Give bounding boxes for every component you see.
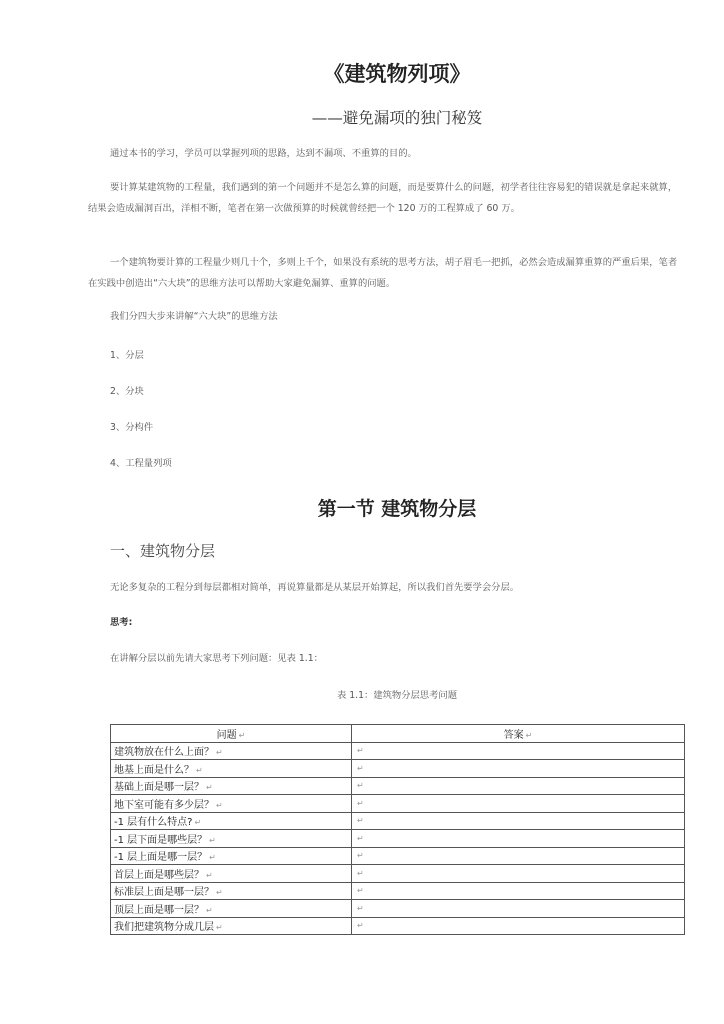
table-header-row [111,725,685,743]
paragraph-mark: ↵ [238,730,246,740]
paragraph-mark: ↵ [357,886,364,896]
table-row [111,812,685,830]
paragraph-mark: ↵ [357,816,364,826]
question-text: 地基上面是什么？ [114,764,194,776]
question-cell [111,900,352,918]
paragraph-mark: ↵ [196,765,203,775]
paragraph-mark: ↵ [194,818,202,828]
paragraph-mark: ↵ [357,921,364,931]
answer-cell [352,847,685,865]
document-title: 《建筑物列项》 [323,61,471,86]
paragraph-1: 要计算某建筑物的工程量，我们遇到的第一个问题并不是怎么算的问题，而是要算什么的问题，初学者往往容易犯的错误就是拿起来就算，结果会造成漏洞百出，洋相不断，笔者在第一次做预算的时候就曾经把一个 120 万的工程算成了 60 万。 [88,182,678,214]
paragraph-mark: ↵ [357,851,364,861]
section-title: 第一节 建筑物分层 [317,498,477,520]
table-row [111,777,685,795]
question-cell [111,812,352,830]
table-row [111,847,685,865]
paragraph-mark: ↵ [357,781,364,791]
question-text: -1 层有什么特点? [114,817,193,829]
paragraph-mark: ↵ [216,748,223,758]
answer-cell [352,830,685,848]
paragraph-mark: ↵ [357,798,364,808]
header-label: 问题 [216,729,237,741]
step-item: 3、分构件 [110,422,154,433]
paragraph-mark: ↵ [357,833,364,843]
paragraph-mark: ↵ [206,870,213,880]
question-text: 建筑物放在什么上面？ [114,747,214,759]
question-text: 首层上面是哪些层？ [114,869,204,881]
table-row [111,742,685,760]
step-item: 1、分层 [110,350,144,361]
answer-cell [352,795,685,813]
question-text: -1 层上面是哪一层？ [114,852,208,864]
answer-cell [352,882,685,900]
paragraph-mark: ↵ [216,888,223,898]
question-text: 标准层上面是哪一层？ [114,887,214,899]
table-caption: 表 1.1：建筑物分层思考问题 [336,690,457,701]
question-cell [111,865,352,883]
paragraph-4: 无论多复杂的工程分到每层都相对简单，再说算量都是从某层开始算起，所以我们首先要学会分层。 [110,582,520,593]
table-row [111,760,685,778]
paragraph-mark: ↵ [209,853,216,863]
questions-table [110,724,685,935]
answer-cell [352,865,685,883]
table-header-question [111,725,352,743]
question-cell [111,917,352,935]
answer-cell [352,900,685,918]
table-row [111,865,685,883]
question-cell [111,795,352,813]
table-row [111,795,685,813]
paragraph-mark: ↵ [209,835,216,845]
document-subtitle: ——避免漏项的独门秘笈 [311,109,483,127]
subsection-heading: 一、建筑物分层 [110,542,216,560]
answer-cell [352,777,685,795]
answer-cell [352,760,685,778]
paragraph-mark: ↵ [357,746,364,756]
paragraph-mark: ↵ [216,923,223,933]
answer-cell [352,812,685,830]
question-cell [111,742,352,760]
paragraph-5: 在讲解分层以前先请大家思考下列问题：见表 1.1： [110,653,323,664]
question-cell [111,882,352,900]
paragraph-mark: ↵ [357,903,364,913]
paragraph-mark: ↵ [525,730,533,740]
answer-cell [352,742,685,760]
paragraph-mark: ↵ [357,763,364,773]
question-text: 基础上面是哪一层？ [114,782,204,794]
question-cell [111,777,352,795]
step-item: 2、分块 [110,386,144,397]
intro-paragraph: 通过本书的学习，学员可以掌握列项的思路，达到不漏项、不重算的目的。 [110,148,417,159]
paragraph-mark: ↵ [357,868,364,878]
table-row [111,882,685,900]
header-label: 答案 [503,729,524,741]
question-cell [111,847,352,865]
question-cell [111,760,352,778]
table-row [111,900,685,918]
think-label: 思考: [110,617,133,628]
question-text: 顶层上面是哪一层？ [114,904,204,916]
question-cell [111,830,352,848]
table-row [111,917,685,935]
paragraph-mark: ↵ [216,800,223,810]
table-header-answer [352,725,685,743]
paragraph-mark: ↵ [206,783,213,793]
paragraph-3: 我们分四大步来讲解“六大块”的思维方法 [110,311,278,322]
table-row [111,830,685,848]
question-text: 地下室可能有多少层？ [114,799,214,811]
step-item: 4、工程量列项 [110,458,172,469]
question-text: -1 层下面是哪些层？ [114,834,208,846]
answer-cell [352,917,685,935]
paragraph-mark: ↵ [206,905,213,915]
question-text: 我们把建筑物分成几层 [114,922,214,934]
paragraph-2: 一个建筑物要计算的工程量少则几十个，多则上千个，如果没有系统的思考方法，胡子眉毛一把抓，必然会造成漏算重算的严重后果，笔者在实践中创造出“六大块”的思维方法可以帮助大家避免漏算、重算的问题。 [88,257,678,289]
